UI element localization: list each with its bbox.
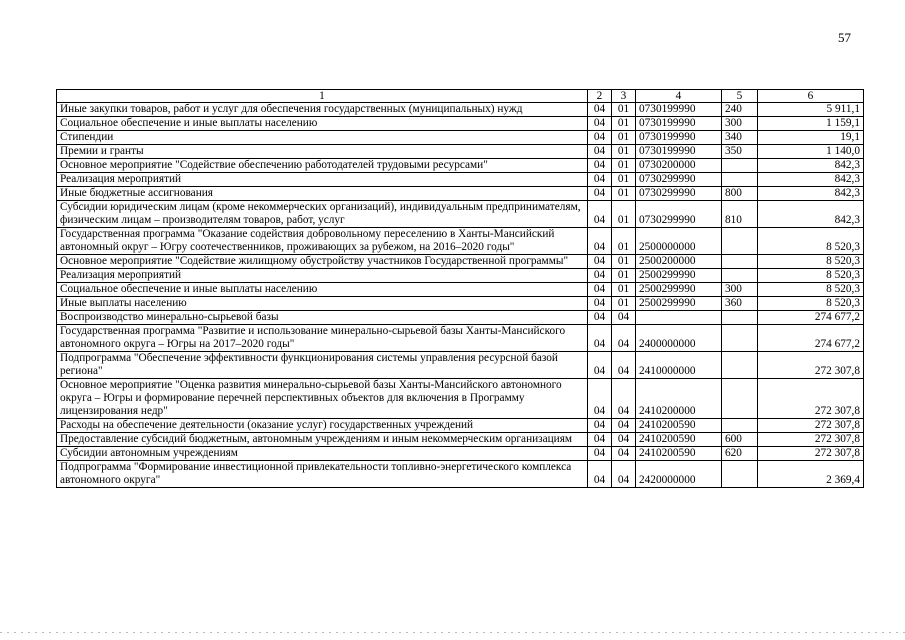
expense-type-cell xyxy=(722,325,758,352)
expense-type-cell xyxy=(722,419,758,433)
amount-cell: 842,3 xyxy=(758,159,864,173)
section-code-cell: 04 xyxy=(588,379,612,419)
expense-type-cell xyxy=(722,461,758,488)
section-code-cell: 04 xyxy=(588,117,612,131)
header-cell: 6 xyxy=(758,90,864,103)
table-row xyxy=(57,311,864,325)
item-name-cell: Государственная программа "Оказание содействия добровольному переселению в Ханты-Мансийский автономный округ – Югру соотечественников, проживающих за рубежом, на 2016–2020 годы" xyxy=(57,228,588,255)
target-article-cell: 2400000000 xyxy=(636,325,722,352)
amount-cell: 842,3 xyxy=(758,201,864,228)
target-article-cell: 2500299990 xyxy=(636,283,722,297)
section-code-cell: 04 xyxy=(588,283,612,297)
section-code-cell: 04 xyxy=(588,173,612,187)
item-name-cell: Предоставление субсидий бюджетным, автономным учреждениям и иным некоммерческим организациям xyxy=(57,433,588,447)
expense-type-cell xyxy=(722,255,758,269)
expense-type-cell xyxy=(722,269,758,283)
amount-cell: 272 307,8 xyxy=(758,419,864,433)
table-row xyxy=(57,131,864,145)
target-article-cell: 2500000000 xyxy=(636,228,722,255)
target-article-cell: 2410200590 xyxy=(636,419,722,433)
amount-cell: 2 369,4 xyxy=(758,461,864,488)
target-article-cell: 0730299990 xyxy=(636,201,722,228)
subsection-code-cell: 01 xyxy=(612,269,636,283)
target-article-cell: 2410200590 xyxy=(636,433,722,447)
expense-type-cell xyxy=(722,159,758,173)
amount-cell: 274 677,2 xyxy=(758,325,864,352)
subsection-code-cell: 01 xyxy=(612,228,636,255)
table-row xyxy=(57,447,864,461)
table-row xyxy=(57,201,864,228)
amount-cell: 1 140,0 xyxy=(758,145,864,159)
budget-table xyxy=(56,89,864,488)
amount-cell: 842,3 xyxy=(758,173,864,187)
target-article-cell: 0730299990 xyxy=(636,187,722,201)
table-row xyxy=(57,433,864,447)
section-code-cell: 04 xyxy=(588,419,612,433)
section-code-cell: 04 xyxy=(588,255,612,269)
subsection-code-cell: 01 xyxy=(612,297,636,311)
subsection-code-cell: 04 xyxy=(612,433,636,447)
target-article-cell: 2500299990 xyxy=(636,269,722,283)
table-row xyxy=(57,325,864,352)
subsection-code-cell: 04 xyxy=(612,419,636,433)
item-name-cell: Подпрограмма "Формирование инвестиционной привлекательности топливно-энергетического комплекса автономного округа" xyxy=(57,461,588,488)
expense-type-cell: 800 xyxy=(722,187,758,201)
target-article-cell: 0730299990 xyxy=(636,173,722,187)
table-row xyxy=(57,145,864,159)
target-article-cell: 0730199990 xyxy=(636,131,722,145)
target-article-cell: 0730199990 xyxy=(636,117,722,131)
header-cell: 3 xyxy=(612,90,636,103)
target-article-cell: 0730199990 xyxy=(636,103,722,117)
header-cell: 1 xyxy=(57,90,588,103)
subsection-code-cell: 04 xyxy=(612,461,636,488)
item-name-cell: Социальное обеспечение и иные выплаты населению xyxy=(57,117,588,131)
amount-cell: 8 520,3 xyxy=(758,228,864,255)
item-name-cell: Иные закупки товаров, работ и услуг для обеспечения государственных (муниципальных) нужд xyxy=(57,103,588,117)
item-name-cell: Премии и гранты xyxy=(57,145,588,159)
expense-type-cell: 240 xyxy=(722,103,758,117)
expense-type-cell: 600 xyxy=(722,433,758,447)
section-code-cell: 04 xyxy=(588,228,612,255)
section-code-cell: 04 xyxy=(588,103,612,117)
expense-type-cell: 810 xyxy=(722,201,758,228)
section-code-cell: 04 xyxy=(588,145,612,159)
target-article-cell: 2500200000 xyxy=(636,255,722,269)
item-name-cell: Стипендии xyxy=(57,131,588,145)
item-name-cell: Основное мероприятие "Содействие обеспечению работодателей трудовыми ресурсами" xyxy=(57,159,588,173)
section-code-cell: 04 xyxy=(588,311,612,325)
item-name-cell: Основное мероприятие "Содействие жилищному обустройству участников Государственной программы" xyxy=(57,255,588,269)
target-article-cell xyxy=(636,311,722,325)
amount-cell: 272 307,8 xyxy=(758,447,864,461)
expense-type-cell: 350 xyxy=(722,145,758,159)
expense-type-cell: 360 xyxy=(722,297,758,311)
amount-cell: 19,1 xyxy=(758,131,864,145)
subsection-code-cell: 01 xyxy=(612,131,636,145)
table-header-row xyxy=(57,90,864,103)
table-row xyxy=(57,117,864,131)
amount-cell: 272 307,8 xyxy=(758,379,864,419)
amount-cell: 274 677,2 xyxy=(758,311,864,325)
target-article-cell: 2410200000 xyxy=(636,379,722,419)
section-code-cell: 04 xyxy=(588,159,612,173)
expense-type-cell xyxy=(722,311,758,325)
target-article-cell: 2410200590 xyxy=(636,447,722,461)
section-code-cell: 04 xyxy=(588,131,612,145)
header-cell: 4 xyxy=(636,90,722,103)
subsection-code-cell: 01 xyxy=(612,283,636,297)
subsection-code-cell: 01 xyxy=(612,201,636,228)
subsection-code-cell: 01 xyxy=(612,173,636,187)
subsection-code-cell: 01 xyxy=(612,117,636,131)
target-article-cell: 2420000000 xyxy=(636,461,722,488)
item-name-cell: Социальное обеспечение и иные выплаты населению xyxy=(57,283,588,297)
table-row xyxy=(57,461,864,488)
section-code-cell: 04 xyxy=(588,297,612,311)
table-row xyxy=(57,352,864,379)
item-name-cell: Воспроизводство минерально-сырьевой базы xyxy=(57,311,588,325)
target-article-cell: 0730199990 xyxy=(636,145,722,159)
subsection-code-cell: 01 xyxy=(612,159,636,173)
table-row xyxy=(57,419,864,433)
item-name-cell: Реализация мероприятий xyxy=(57,173,588,187)
amount-cell: 272 307,8 xyxy=(758,433,864,447)
expense-type-cell xyxy=(722,173,758,187)
header-cell: 5 xyxy=(722,90,758,103)
amount-cell: 8 520,3 xyxy=(758,269,864,283)
item-name-cell: Субсидии юридическим лицам (кроме некоммерческих организаций), индивидуальным предпринимателям, физическим лицам – производителям товаров, работ, услуг xyxy=(57,201,588,228)
subsection-code-cell: 01 xyxy=(612,187,636,201)
item-name-cell: Иные выплаты населению xyxy=(57,297,588,311)
expense-type-cell: 300 xyxy=(722,283,758,297)
amount-cell: 1 159,1 xyxy=(758,117,864,131)
subsection-code-cell: 04 xyxy=(612,447,636,461)
item-name-cell: Подпрограмма "Обеспечение эффективности функционирования системы управления ресурсной базой региона" xyxy=(57,352,588,379)
subsection-code-cell: 04 xyxy=(612,311,636,325)
expense-type-cell: 340 xyxy=(722,131,758,145)
item-name-cell: Реализация мероприятий xyxy=(57,269,588,283)
item-name-cell: Основное мероприятие "Оценка развития минерально-сырьевой базы Ханты-Мансийского автономного округа – Югры и формирование перечней перспективных объектов для включения в Программу лицензирования недр" xyxy=(57,379,588,419)
table-row xyxy=(57,297,864,311)
target-article-cell: 0730200000 xyxy=(636,159,722,173)
table-row xyxy=(57,255,864,269)
amount-cell: 8 520,3 xyxy=(758,255,864,269)
table-row xyxy=(57,187,864,201)
table-row xyxy=(57,283,864,297)
amount-cell: 842,3 xyxy=(758,187,864,201)
section-code-cell: 04 xyxy=(588,461,612,488)
item-name-cell: Иные бюджетные ассигнования xyxy=(57,187,588,201)
amount-cell: 8 520,3 xyxy=(758,297,864,311)
subsection-code-cell: 01 xyxy=(612,145,636,159)
table-row xyxy=(57,269,864,283)
table-row xyxy=(57,228,864,255)
expense-type-cell: 300 xyxy=(722,117,758,131)
target-article-cell: 2410000000 xyxy=(636,352,722,379)
amount-cell: 5 911,1 xyxy=(758,103,864,117)
expense-type-cell xyxy=(722,228,758,255)
expense-type-cell xyxy=(722,352,758,379)
section-code-cell: 04 xyxy=(588,352,612,379)
section-code-cell: 04 xyxy=(588,325,612,352)
section-code-cell: 04 xyxy=(588,433,612,447)
subsection-code-cell: 04 xyxy=(612,352,636,379)
subsection-code-cell: 01 xyxy=(612,103,636,117)
table-row xyxy=(57,379,864,419)
page-number: 57 xyxy=(838,30,851,45)
expense-type-cell: 620 xyxy=(722,447,758,461)
table-row xyxy=(57,173,864,187)
amount-cell: 8 520,3 xyxy=(758,283,864,297)
table-row xyxy=(57,159,864,173)
section-code-cell: 04 xyxy=(588,201,612,228)
item-name-cell: Расходы на обеспечение деятельности (оказание услуг) государственных учреждений xyxy=(57,419,588,433)
table-row xyxy=(57,103,864,117)
item-name-cell: Государственная программа "Развитие и использование минерально-сырьевой базы Ханты-Мансийского автономного округа – Югры на 2017–2020 годы" xyxy=(57,325,588,352)
subsection-code-cell: 04 xyxy=(612,325,636,352)
header-cell: 2 xyxy=(588,90,612,103)
amount-cell: 272 307,8 xyxy=(758,352,864,379)
section-code-cell: 04 xyxy=(588,269,612,283)
subsection-code-cell: 04 xyxy=(612,379,636,419)
section-code-cell: 04 xyxy=(588,187,612,201)
item-name-cell: Субсидии автономным учреждениям xyxy=(57,447,588,461)
target-article-cell: 2500299990 xyxy=(636,297,722,311)
subsection-code-cell: 01 xyxy=(612,255,636,269)
expense-type-cell xyxy=(722,379,758,419)
scan-edge-line xyxy=(0,632,905,633)
section-code-cell: 04 xyxy=(588,447,612,461)
